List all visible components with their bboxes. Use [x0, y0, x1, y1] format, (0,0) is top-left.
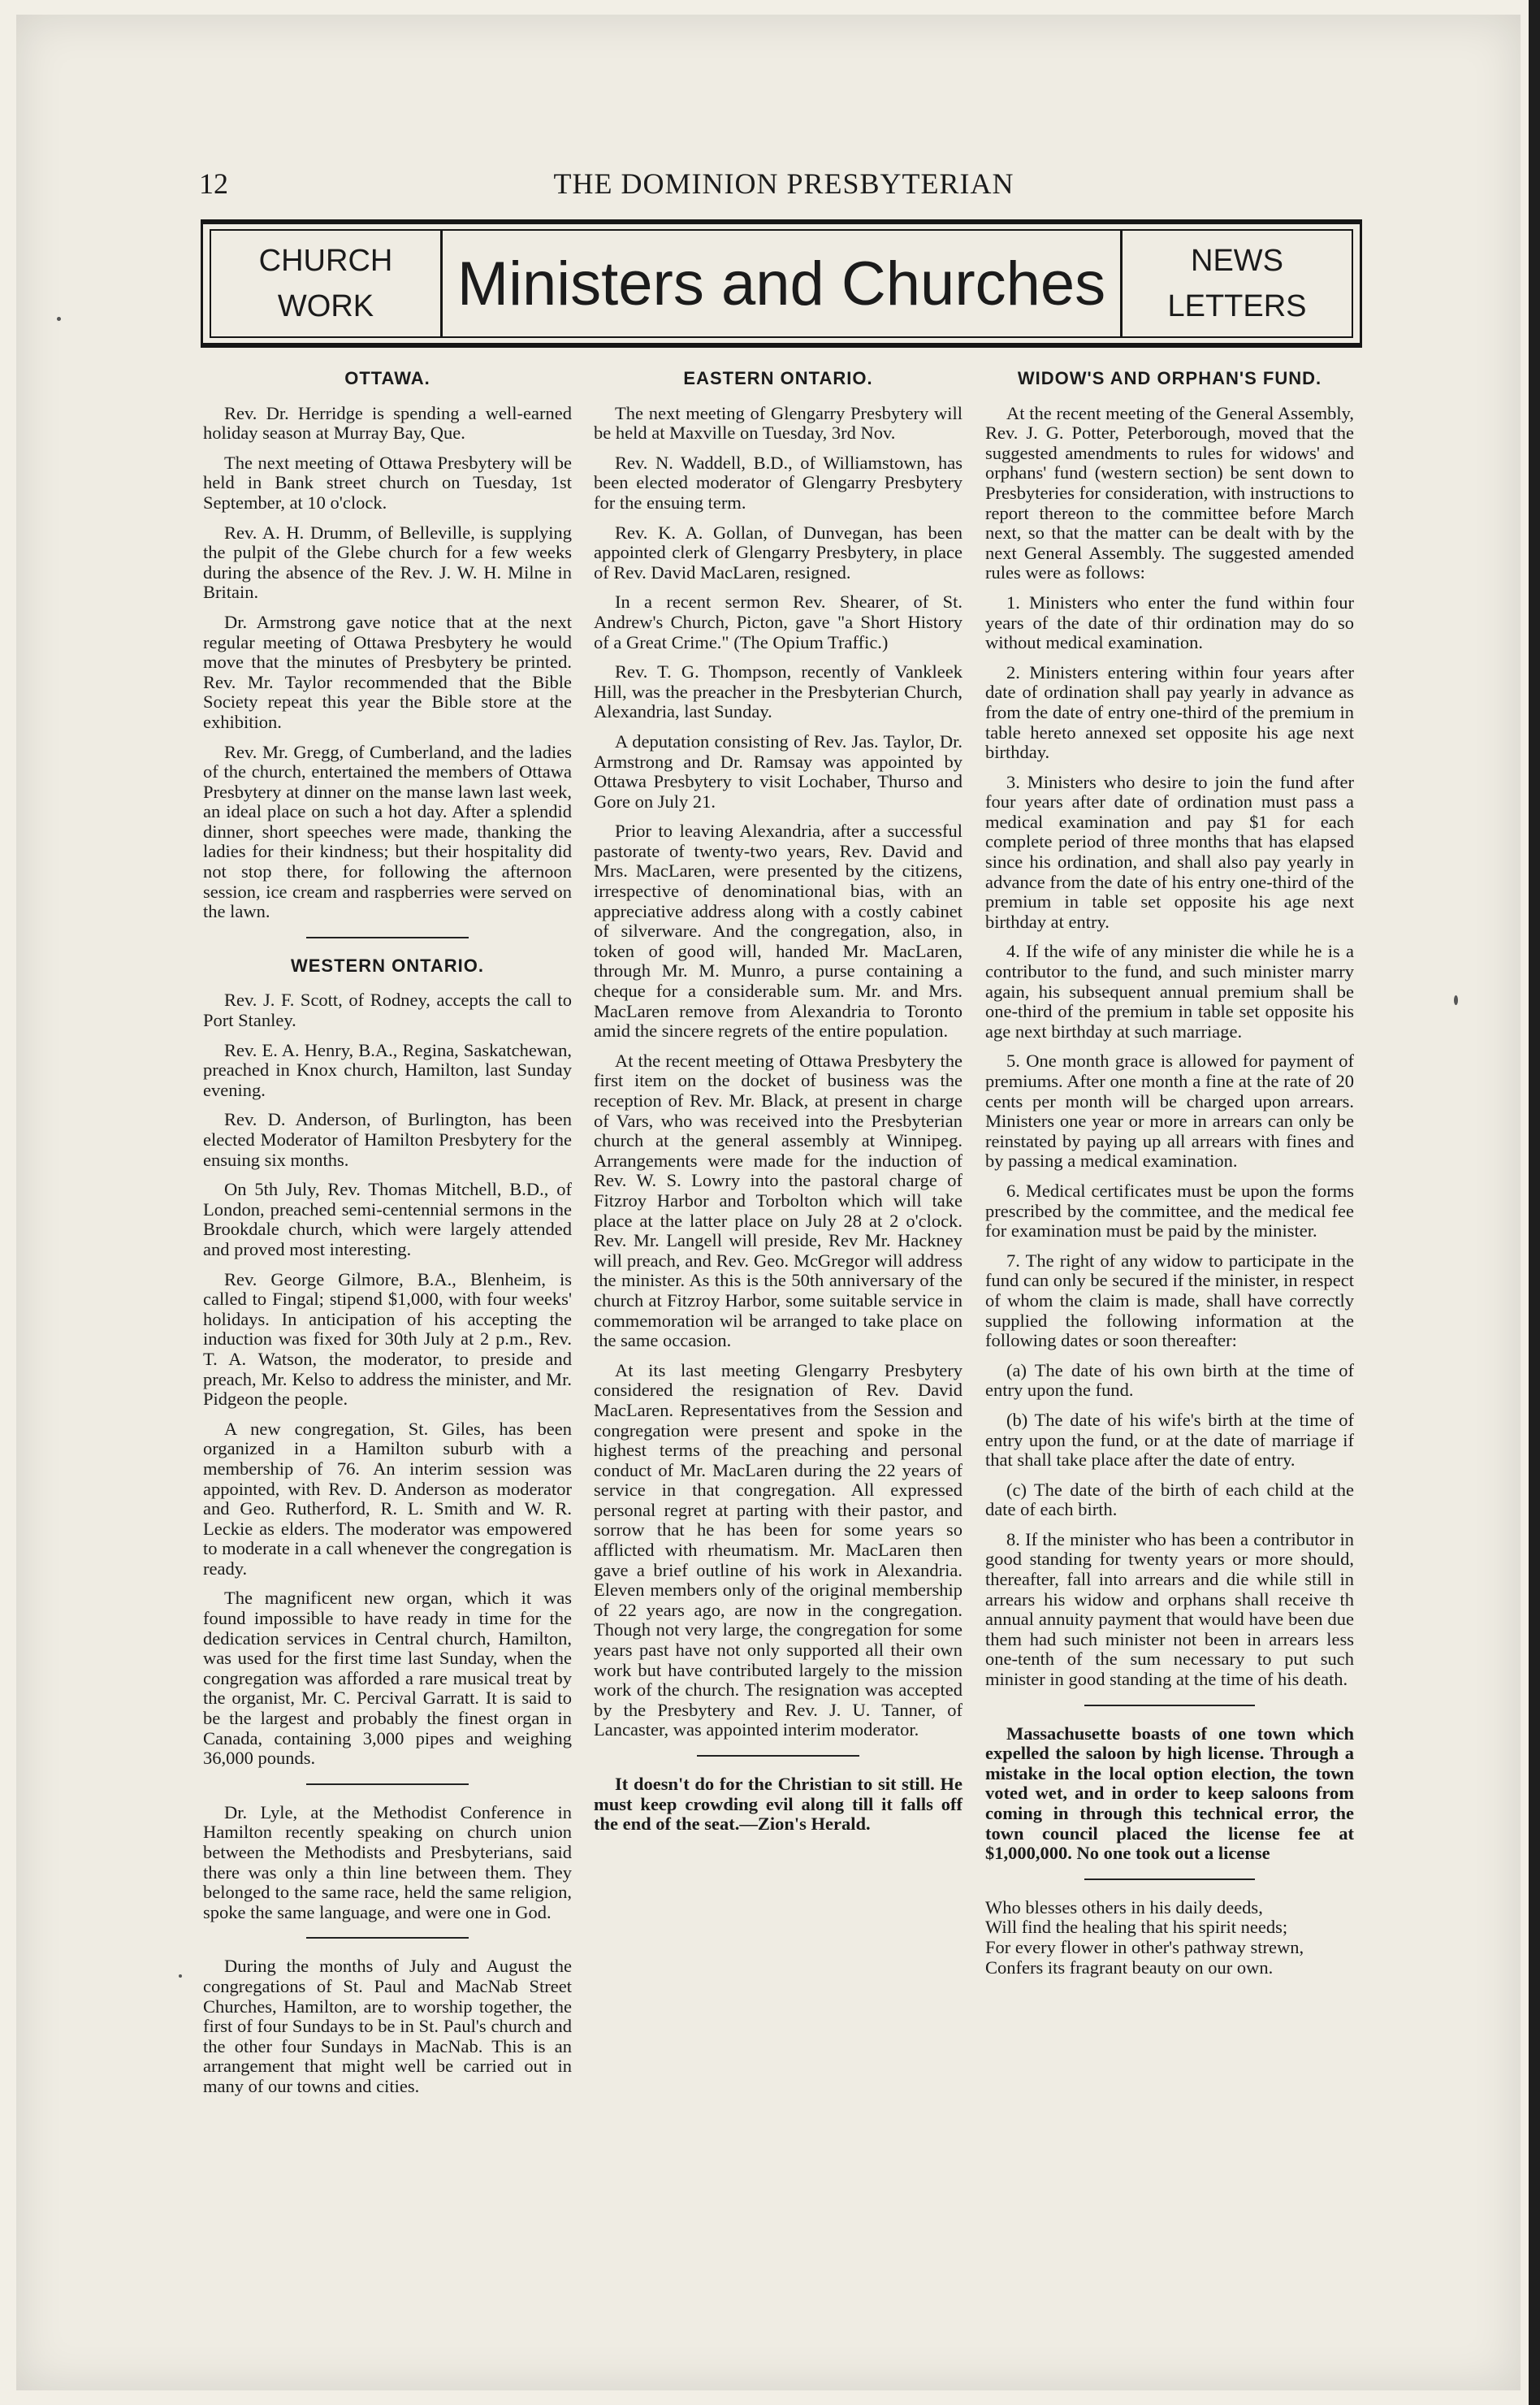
- news-paragraph: 7. The right of any widow to participate in the fund can only be secured if the minister, in respect of whom the claim is made, shall have correctly supplied the following information at the following dates or soon thereafter:: [985, 1250, 1354, 1351]
- banner-left-label-1: CHURCH: [258, 244, 393, 278]
- news-paragraph: (b) The date of his wife's birth at the time of entry upon the fund, or at the date of marriage if that shall take place after the date of entry.: [985, 1409, 1354, 1471]
- scan-edge: [1529, 0, 1540, 2405]
- news-paragraph: (c) The date of the birth of each child at the date of each birth.: [985, 1479, 1354, 1520]
- news-paragraph: The next meeting of Glengarry Presbytery will be held at Maxville on Tuesday, 3rd Nov.: [594, 402, 962, 444]
- banner-right-box: [1120, 231, 1352, 336]
- section-divider: [1084, 1705, 1255, 1706]
- scan-speck: [179, 1974, 182, 1978]
- news-paragraph: Rev. J. F. Scott, of Rodney, accepts the call to Port Stanley.: [203, 990, 572, 1031]
- news-paragraph: In a recent sermon Rev. Shearer, of St. Andrew's Church, Picton, gave "a Short History of a Great Crime." (The Opium Traffic.): [594, 592, 962, 652]
- poem-line: Confers its fragrant beauty on our own.: [985, 1956, 1274, 1978]
- news-paragraph: A deputation consisting of Rev. Jas. Taylor, Dr. Armstrong and Dr. Ramsay was appointed by Ottawa Presbytery to visit Lochaber, Thurso and Gore on July 21.: [594, 730, 962, 812]
- news-paragraph: Rev. T. G. Thompson, recently of Vankleek Hill, was the preacher in the Presbyterian Church, Alexandria, last Sunday.: [594, 661, 962, 722]
- section-heading: EASTERN ONTARIO.: [683, 368, 873, 388]
- news-paragraph: 2. Ministers entering within four years after date of ordination shall pay yearly in advance as from the date of entry one-third of the premium in table hereto annexed set opposite his age next birthday.: [985, 661, 1354, 763]
- news-paragraph: During the months of July and August the congregations of St. Paul and MacNab Street Churches, Hamilton, are to worship together, the first of four Sundays to be in St. Paul's church and the other four Sundays in MacNab. This is an arrangement that might well be carried out in many of our towns and cities.: [203, 1956, 572, 2096]
- news-paragraph: Rev. Dr. Herridge is spending a well-earned holiday season at Murray Bay, Que.: [203, 402, 572, 444]
- news-paragraph: 4. If the wife of any minister die while he is a contributor to the fund, and such minister marry again, his subsequent annual premium shall be one-third of the premium in table set opposite his age next birthday at such marriage.: [985, 941, 1354, 1042]
- news-paragraph: 1. Ministers who enter the fund within four years of the date of thir ordination may do so without medical examination.: [985, 592, 1354, 653]
- journal-title: THE DOMINION PRESBYTERIAN: [553, 167, 1014, 200]
- news-paragraph: Rev. E. A. Henry, B.A., Regina, Saskatchewan, preached in Knox church, Hamilton, last Sunday evening.: [203, 1039, 572, 1100]
- section-heading: WESTERN ONTARIO.: [290, 955, 485, 976]
- section-banner: [201, 219, 1362, 348]
- news-paragraph: (a) The date of his own birth at the time of entry upon the fund.: [985, 1359, 1354, 1401]
- news-paragraph: Rev. K. A. Gollan, of Dunvegan, has been appointed clerk of Glengarry Presbytery, in place of Rev. David MacLaren, resigned.: [594, 522, 962, 583]
- poem-line: For every flower in other's pathway strewn,: [985, 1936, 1304, 1957]
- banner-right-label-1: NEWS: [1191, 244, 1283, 278]
- scan-speck: [1454, 995, 1458, 1005]
- section-heading: OTTAWA.: [344, 368, 430, 388]
- news-paragraph: The magnificent new organ, which it was found impossible to have ready in time for the dedication services in Central church, Hamilton, was used for the first time last Sunday, when the congregation was afforded a rare musical treat by the organist, Mr. C. Percival Garratt. It is said to be the largest and probably the finest organ in Canada, containing 3,000 pipes and weighing 36,000 pounds.: [203, 1588, 572, 1769]
- column-1: [203, 366, 572, 2107]
- scan-speck: [57, 317, 61, 321]
- news-paragraph: The next meeting of Ottawa Presbytery will be held in Bank street church on Tuesday, 1st September, at 10 o'clock.: [203, 452, 572, 513]
- section-divider: [1084, 1878, 1255, 1880]
- section-divider: [306, 1783, 469, 1785]
- news-paragraph: Rev. N. Waddell, B.D., of Williamstown, has been elected moderator of Glengarry Presbytery for the ensuing term.: [594, 452, 962, 513]
- poem-line: Who blesses others in his daily deeds,: [985, 1896, 1263, 1918]
- news-paragraph: 6. Medical certificates must be upon the forms prescribed by the committee, and the medical fee for examination must be paid by the minister.: [985, 1180, 1354, 1242]
- section-divider: [306, 1937, 469, 1939]
- news-paragraph: 8. If the minister who has been a contributor in good standing for twenty years or more should, thereafter, fall into arrears and die while still in arrears his widow and orphans shall receive th annual annuity payment that would have been due them had such minister not been in arrears less one-tenth of the sum necessary to put such minister in good standing at the time of his death.: [985, 1528, 1354, 1690]
- poem-line: Will find the healing that his spirit needs;: [985, 1917, 1288, 1938]
- news-paragraph: At the recent meeting of Ottawa Presbytery the first item on the docket of business was the reception of Rev. Mr. Black, at present in charge of Vars, who was received into the Presbyterian church at the general assembly at Winnipeg. Arrangements were made for the induction of Rev. W. S. Lowry into the pastoral charge of Fitzroy Harbor and Torbolton which will take place at the latter place on July 28 at 2 o'clock. Rev. Mr. Langell will preside, Rev Mr. Hackney will preach, and Rev. Geo. McGregor will address the minister. As this is the 50th anniversary of the church at Fitzroy Harbor, some suitable service in commemoration wil be arranged to take place on the same occasion.: [594, 1050, 962, 1351]
- banner-right-label-2: LETTERS: [1167, 289, 1307, 323]
- page-number: 12: [199, 167, 228, 200]
- news-paragraph: At the recent meeting of the General Assembly, Rev. J. G. Potter, Peterborough, moved that the suggested amendments to rules for widows' and orphans' fund (western section) be sent down to Presbyteries for consideration, with instructions to report thereon to the committee before March next, so that the matter can be dealt with by the next General Assembly. The suggested amended rules were as follows:: [985, 402, 1354, 583]
- news-paragraph: At its last meeting Glengarry Presbytery considered the resignation of Rev. David MacLaren. Representatives from the Session and congregation were present and spoke in the highest terms of the preaching and personal conduct of Mr. MacLaren during the 22 years of service in that congregation. All expressed personal regret at parting with their pastor, and sorrow that he has been for some years so afflicted with rheumatism. Mr. MacLaren then gave a brief outline of his work in Alexandria. Eleven members only of the original membership of 22 years ago, are now in the congregation. Though not very large, the congregation for some years past have not only supported all their own work but have contributed largely to the mission work of the church. The resignation was accepted by the Presbytery and Rev. J. U. Tanner, of Lancaster, was appointed interim moderator.: [594, 1359, 962, 1740]
- banner-title: Ministers and Churches: [456, 249, 1106, 318]
- news-paragraph: Prior to leaving Alexandria, after a successful pastorate of twenty-two years, Rev. David and Mrs. MacLaren, were presented by the citizens, irrespective of denominational bias, with an appreciative address along with a costly cabinet of silverware. And the congregation, also, in token of good will, handed Mr. MacLaren, through Mr. M. Munro, a purse containing a cheque for a considerable sum. Mr. and Mrs. MacLaren remove from Alexandria to Toronto amid the sincere regrets of the entire population.: [594, 821, 962, 1042]
- news-paragraph: Dr. Lyle, at the Methodist Conference in Hamilton recently speaking on church union between the Methodists and Presbyterians, said there was only a thin line between them. They belonged to the same race, held the same religion, spoke the same language, and were one in God.: [203, 1801, 572, 1922]
- banner-left-label-2: WORK: [277, 289, 374, 323]
- running-head: [199, 167, 1369, 207]
- news-paragraph: Rev. A. H. Drumm, of Belleville, is supplying the pulpit of the Glebe church for a few weeks during the absence of the Rev. J. W. H. Milne in Britain.: [203, 522, 572, 603]
- section-divider: [306, 937, 469, 938]
- news-paragraph: Dr. Armstrong gave notice that at the next regular meeting of Ottawa Presbytery he would move that the minutes of Presbytery be printed. Rev. Mr. Taylor recommended that the Bible Society repeat this year the Bible store at the exhibition.: [203, 611, 572, 732]
- news-paragraph: Rev. D. Anderson, of Burlington, has been elected Moderator of Hamilton Presbytery for the ensuing six months.: [203, 1109, 572, 1170]
- column-2: [594, 366, 962, 1844]
- news-paragraph: 3. Ministers who desire to join the fund after four years after date of ordination must pass a medical examination and pay $1 for each complete period of three months that has elapsed since his ordination, and shall also pay yearly in advance from the date of his entry one-third of the premium in table set opposite his age next birthday at entry.: [985, 771, 1354, 932]
- section-heading: WIDOW'S AND ORPHAN'S FUND.: [1017, 368, 1322, 388]
- news-paragraph: It doesn't do for the Christian to sit still. He must keep crowding evil along till it falls off the end of the seat.—Zion's Herald.: [594, 1774, 962, 1835]
- news-paragraph: On 5th July, Rev. Thomas Mitchell, B.D., of London, preached semi-centennial sermons in the Brookdale church, which were largely attended and proved most interesting.: [203, 1179, 572, 1259]
- news-paragraph: A new congregation, St. Giles, has been organized in a Hamilton suburb with a membership of 76. An interim session was appointed, with Rev. D. Anderson as moderator and Geo. Rutherford, R. L. Smith and W. R. Leckie as elders. The moderator was empowered to moderate in a call whenever the congregation is ready.: [203, 1418, 572, 1579]
- column-3: [985, 366, 1354, 1978]
- news-paragraph: Rev. Mr. Gregg, of Cumberland, and the ladies of the church, entertained the members of Ottawa Presbytery at dinner on the manse lawn last week, an ideal place on such a hot day. After a splendid dinner, short speeches were made, thanking the ladies for their kindness; but their hospitality did not stop there, for following the afternoon session, ice cream and raspberries were served on the lawn.: [203, 741, 572, 922]
- banner-left-box: [211, 231, 443, 336]
- section-divider: [697, 1755, 859, 1757]
- news-paragraph: 5. One month grace is allowed for payment of premiums. After one month a fine at the rate of 20 cents per month will be charged upon arrears. Ministers one year or more in arrears can only be reinstated by paying up all arrears with fines and by passing a medical examination.: [985, 1051, 1354, 1172]
- news-paragraph: Massachusette boasts of one town which expelled the saloon by high license. Through a mistake in the local option election, the town voted wet, and in order to keep saloons from coming in through this technical error, the town council placed the license fee at $1,000,000. No one took out a license: [985, 1722, 1354, 1864]
- news-paragraph: Rev. George Gilmore, B.A., Blenheim, is called to Fingal; stipend $1,000, with four weeks' holidays. In anticipation of his accepting the induction was fixed for 30th July at 2 p.m., Rev. T. A. Watson, the moderator, to preside and preach, Mr. Kelso to address the minister, and Mr. Pidgeon the people.: [203, 1268, 572, 1410]
